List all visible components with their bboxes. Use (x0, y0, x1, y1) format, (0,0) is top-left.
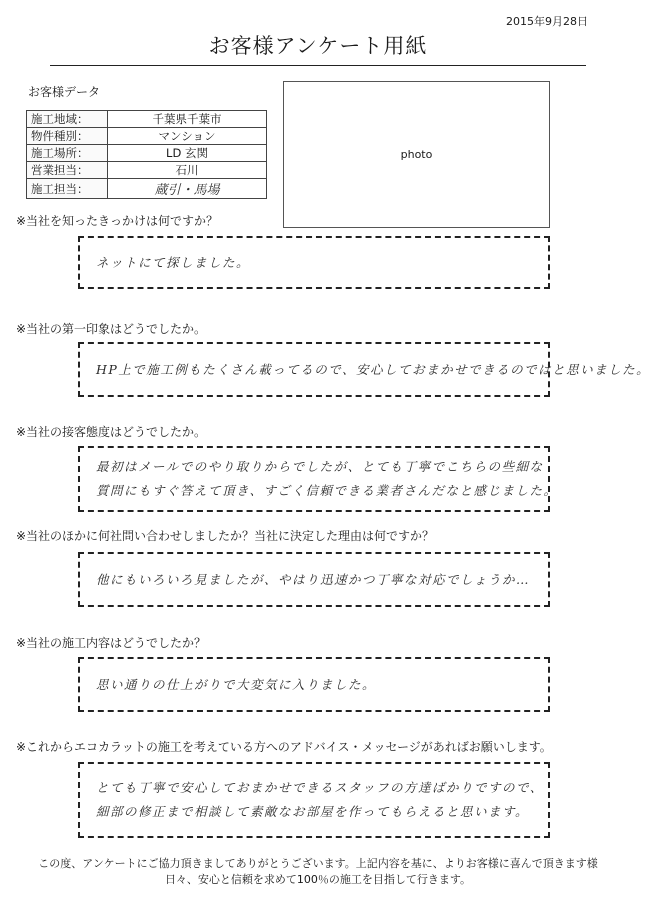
answer-box (78, 552, 550, 607)
row-value: マンション (108, 128, 267, 145)
page-title: お客様アンケート用紙 (50, 30, 586, 66)
question-label: ※当社の施工内容はどうでしたか？ (16, 636, 207, 650)
answer-box (78, 342, 650, 397)
row-key: 施工地域： (27, 111, 108, 128)
answer-box (78, 657, 550, 712)
answer-box (78, 762, 550, 838)
table-row (27, 128, 267, 145)
table-row (27, 111, 267, 128)
row-value: LD 玄関 (108, 145, 267, 162)
answer-box (78, 236, 550, 289)
question-label: ※これからエコカラットの施工を考えている方へのアドバイス・メッセージがあればお願いします。 (16, 740, 552, 754)
row-value: 石川 (108, 162, 267, 179)
footer-line: この度、アンケートにご協力頂きましてありがとうございます。上記内容を基に、よりお客様に喜んで頂きます様 (38, 857, 598, 870)
question-label: ※当社の第一印象はどうでしたか。 (16, 322, 207, 336)
survey-date: 2015年9月28日 (506, 15, 588, 28)
table-row (27, 145, 267, 162)
table-row (27, 179, 267, 199)
row-key: 営業担当： (27, 162, 108, 179)
customer-data-heading: お客様データ (28, 85, 101, 99)
answer-text: HP上で施工例もたくさん載ってるので、安心しておまかせできるのではと思いました。 (96, 361, 650, 377)
answer-text: 細部の修正まで相談して素敵なお部屋を作ってもらえると思います。 (96, 804, 530, 819)
photo-label: photo (400, 148, 433, 161)
row-value: 蔵引・馬場 (108, 179, 267, 199)
row-value: 千葉県千葉市 (108, 111, 267, 128)
question-label: ※当社のほかに何社問い合わせしましたか？当社に決定した理由は何ですか？ (16, 529, 435, 543)
photo-placeholder (283, 81, 550, 228)
row-key: 施工担当： (27, 179, 108, 199)
row-key: 物件種別： (27, 128, 108, 145)
row-key: 施工場所： (27, 145, 108, 162)
answer-text: ネットにて探しました。 (96, 254, 251, 270)
question-label: ※当社を知ったきっかけは何ですか？ (16, 214, 219, 228)
answer-text: 最初はメールでのやり取りからでしたが、とても丁寧でこちらの些細な (96, 459, 544, 475)
footer-line: 日々、安心と信頼を求めて100％の施工を目指して行きます。 (164, 873, 472, 886)
answer-text: 思い通りの仕上がりで大変気に入りました。 (96, 676, 377, 692)
table-row (27, 162, 267, 179)
question-label: ※当社の接客態度はどうでしたか。 (16, 425, 207, 439)
answer-box (78, 446, 558, 512)
answer-text: 質問にもすぐ答えて頂き、すごく信頼できる業者さんだなと感じました。 (96, 483, 558, 498)
footer-message (20, 856, 616, 888)
answer-text: 他にもいろいろ見ましたが、やはり迅速かつ丁寧な対応でしょうか… (96, 571, 531, 587)
answer-text: とても丁寧で安心しておまかせできるスタッフの方達ばかりですので、 (96, 780, 544, 796)
customer-data-table (26, 110, 267, 199)
